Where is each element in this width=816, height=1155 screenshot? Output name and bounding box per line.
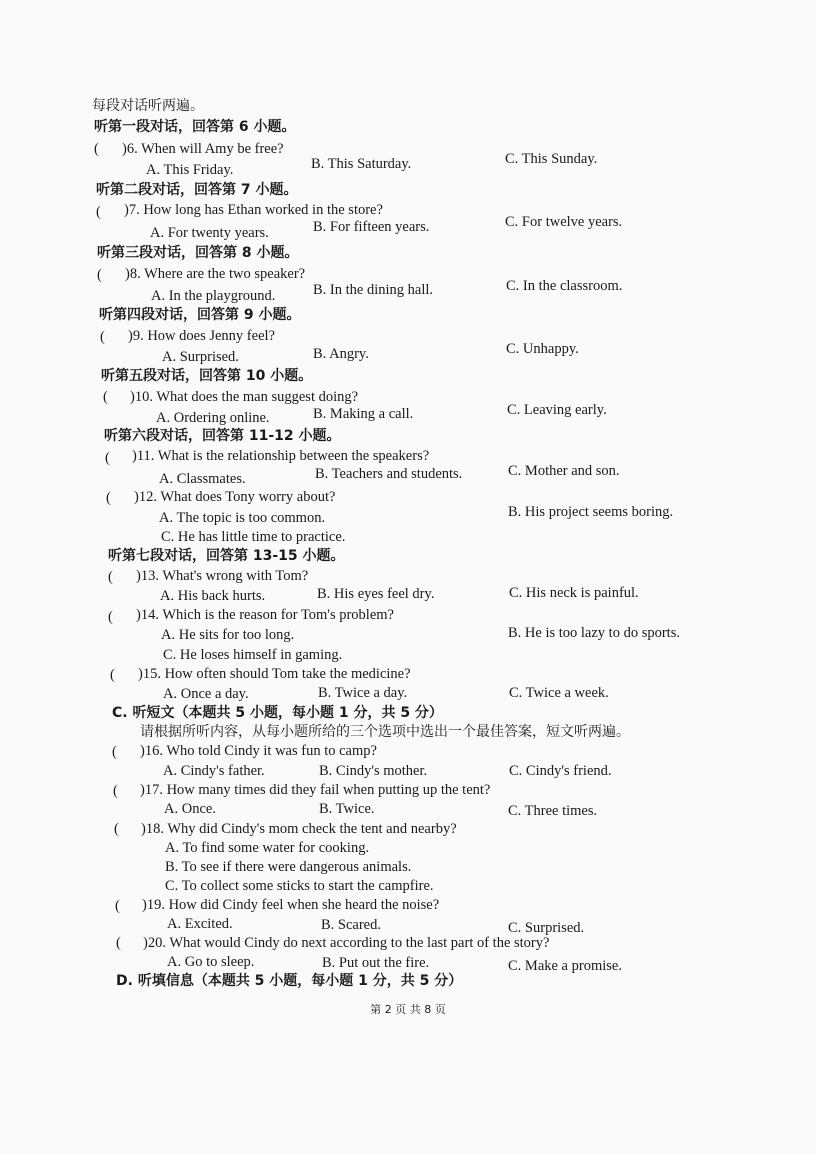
question-12-option-b: B. His project seems boring. bbox=[508, 504, 674, 520]
answer-bracket-13[interactable]: ( bbox=[108, 569, 113, 585]
question-13-option-c: C. His neck is painful. bbox=[509, 585, 639, 601]
question-20-stem: )20. What would Cindy do next according to the last part of the story? bbox=[143, 935, 550, 951]
answer-bracket-20[interactable]: ( bbox=[116, 935, 121, 951]
section-4-heading: 听第四段对话，回答第 9 小题。 bbox=[99, 307, 301, 323]
question-9-option-b: B. Angry. bbox=[313, 346, 369, 362]
question-16-option-b: B. Cindy's mother. bbox=[319, 763, 428, 779]
question-6-option-b: B. This Saturday. bbox=[311, 156, 412, 172]
answer-bracket-19[interactable]: ( bbox=[115, 898, 120, 914]
question-7-option-c: C. For twelve years. bbox=[505, 214, 623, 230]
question-18-option-b: B. To see if there were dangerous animals. bbox=[165, 859, 412, 875]
question-11-option-b: B. Teachers and students. bbox=[315, 466, 463, 482]
question-18-option-a: A. To find some water for cooking. bbox=[165, 840, 370, 856]
answer-bracket-18[interactable]: ( bbox=[114, 821, 119, 837]
section-5-heading: 听第五段对话，回答第 10 小题。 bbox=[101, 368, 313, 384]
question-12-option-a: A. The topic is too common. bbox=[159, 510, 326, 526]
question-19-option-c: C. Surprised. bbox=[508, 920, 585, 936]
question-17-stem: )17. How many times did they fail when putting up the tent? bbox=[140, 782, 491, 798]
question-16-stem: )16. Who told Cindy it was fun to camp? bbox=[140, 743, 377, 759]
question-11-option-a: A. Classmates. bbox=[159, 471, 246, 487]
answer-bracket-15[interactable]: ( bbox=[110, 667, 115, 683]
question-16-option-a: A. Cindy's father. bbox=[163, 763, 265, 779]
answer-bracket-6[interactable]: ( bbox=[94, 141, 99, 157]
question-10-stem: )10. What does the man suggest doing? bbox=[130, 389, 359, 405]
question-11-stem: )11. What is the relationship between the speakers? bbox=[132, 448, 430, 464]
question-17-option-b: B. Twice. bbox=[319, 801, 375, 817]
question-14-option-a: A. He sits for too long. bbox=[161, 627, 295, 643]
question-20-option-b: B. Put out the fire. bbox=[322, 955, 430, 971]
question-15-option-c: C. Twice a week. bbox=[509, 685, 609, 701]
question-13-option-b: B. His eyes feel dry. bbox=[317, 586, 435, 602]
answer-bracket-17[interactable]: ( bbox=[113, 783, 118, 799]
question-9-option-a: A. Surprised. bbox=[162, 349, 239, 365]
answer-bracket-9[interactable]: ( bbox=[100, 329, 105, 345]
part-c-title: C. 听短文（本题共 5 小题，每小题 1 分，共 5 分） bbox=[112, 705, 443, 721]
question-14-option-c: C. He loses himself in gaming. bbox=[163, 647, 343, 663]
question-15-stem: )15. How often should Tom take the medicine? bbox=[138, 666, 411, 682]
question-19-option-a: A. Excited. bbox=[167, 916, 233, 932]
question-18-option-c: C. To collect some sticks to start the campfire. bbox=[165, 878, 434, 894]
question-12-stem: )12. What does Tony worry about? bbox=[134, 489, 336, 505]
section-7-heading: 听第七段对话，回答第 13-15 小题。 bbox=[108, 548, 345, 564]
question-17-option-a: A. Once. bbox=[164, 801, 216, 817]
question-20-option-a: A. Go to sleep. bbox=[167, 954, 255, 970]
question-12-option-c: C. He has little time to practice. bbox=[161, 529, 346, 545]
answer-bracket-7[interactable]: ( bbox=[96, 204, 101, 220]
question-8-option-b: B. In the dining hall. bbox=[313, 282, 434, 298]
question-10-option-c: C. Leaving early. bbox=[507, 402, 607, 418]
question-6-option-a: A. This Friday. bbox=[146, 162, 234, 178]
question-6-option-c: C. This Sunday. bbox=[505, 151, 598, 167]
part-d-title: D. 听填信息（本题共 5 小题，每小题 1 分，共 5 分） bbox=[116, 973, 463, 989]
section-6-heading: 听第六段对话，回答第 11-12 小题。 bbox=[104, 428, 341, 444]
section-3-heading: 听第三段对话，回答第 8 小题。 bbox=[97, 245, 299, 261]
question-8-option-a: A. In the playground. bbox=[151, 288, 276, 304]
question-8-stem: )8. Where are the two speaker? bbox=[125, 266, 306, 282]
question-7-stem: )7. How long has Ethan worked in the store? bbox=[124, 202, 383, 218]
question-10-option-b: B. Making a call. bbox=[313, 406, 414, 422]
question-7-option-a: A. For twenty years. bbox=[150, 225, 269, 241]
question-17-option-c: C. Three times. bbox=[508, 803, 598, 819]
answer-bracket-16[interactable]: ( bbox=[112, 744, 117, 760]
section-1-heading: 听第一段对话，回答第 6 小题。 bbox=[94, 119, 296, 135]
question-15-option-a: A. Once a day. bbox=[163, 686, 249, 702]
question-13-stem: )13. What's wrong with Tom? bbox=[136, 568, 309, 584]
question-16-option-c: C. Cindy's friend. bbox=[509, 763, 612, 779]
question-8-option-c: C. In the classroom. bbox=[506, 278, 623, 294]
question-7-option-b: B. For fifteen years. bbox=[313, 219, 430, 235]
question-18-stem: )18. Why did Cindy's mom check the tent and nearby? bbox=[141, 821, 457, 837]
question-9-stem: )9. How does Jenny feel? bbox=[128, 328, 275, 344]
question-19-option-b: B. Scared. bbox=[321, 917, 381, 933]
answer-bracket-8[interactable]: ( bbox=[97, 267, 102, 283]
question-10-option-a: A. Ordering online. bbox=[156, 410, 270, 426]
answer-bracket-12[interactable]: ( bbox=[106, 490, 111, 506]
question-11-option-c: C. Mother and son. bbox=[508, 463, 620, 479]
question-9-option-c: C. Unhappy. bbox=[506, 341, 579, 357]
question-6-stem: )6. When will Amy be free? bbox=[122, 141, 284, 157]
answer-bracket-10[interactable]: ( bbox=[103, 389, 108, 405]
question-13-option-a: A. His back hurts. bbox=[160, 588, 266, 604]
intro-line: 每段对话听两遍。 bbox=[92, 98, 204, 114]
question-14-stem: )14. Which is the reason for Tom's problem? bbox=[136, 607, 394, 623]
section-2-heading: 听第二段对话，回答第 7 小题。 bbox=[96, 182, 298, 198]
question-20-option-c: C. Make a promise. bbox=[508, 958, 622, 974]
page-number: 第 2 页 共 8 页 bbox=[370, 1003, 446, 1016]
answer-bracket-14[interactable]: ( bbox=[108, 609, 113, 625]
question-14-option-b: B. He is too lazy to do sports. bbox=[508, 625, 680, 641]
answer-bracket-11[interactable]: ( bbox=[105, 450, 110, 466]
question-15-option-b: B. Twice a day. bbox=[318, 685, 408, 701]
question-19-stem: )19. How did Cindy feel when she heard the noise? bbox=[142, 897, 440, 913]
part-c-instruction: 请根据所听内容，从每小题所给的三个选项中选出一个最佳答案，短文听两遍。 bbox=[140, 724, 630, 740]
